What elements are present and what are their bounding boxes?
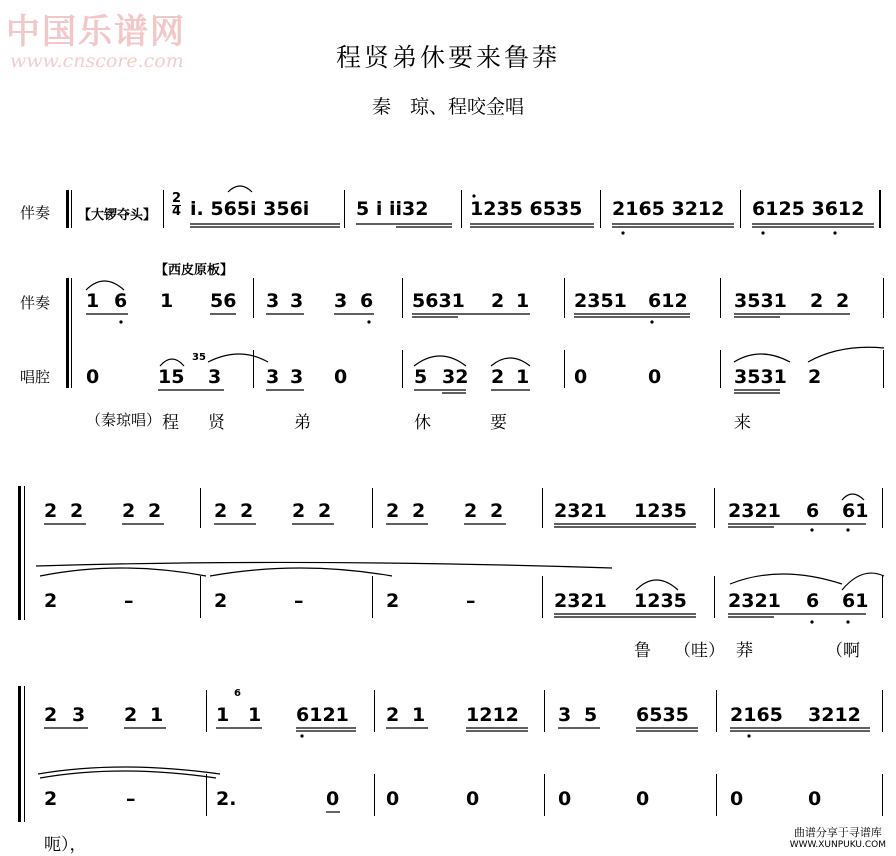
note-group: 0	[334, 366, 348, 388]
footer-credit: 曲谱分享于寻谱库 WWW.XUNPUKU.COM	[789, 826, 886, 850]
note-group: 3	[266, 366, 280, 388]
note-group: 0	[386, 788, 400, 810]
note-group: 0	[648, 366, 662, 388]
note-group: 3531	[734, 290, 787, 312]
note-group: 6	[806, 500, 820, 522]
note-group: 2165	[730, 704, 783, 726]
time-signature: 2 4	[172, 191, 182, 219]
dash: –	[124, 590, 134, 612]
note-group: 15	[158, 366, 185, 388]
note-group: 612	[648, 290, 688, 312]
note-group: 0	[730, 788, 744, 810]
lyric: 休	[414, 413, 431, 433]
measure: 5 i ii32	[356, 198, 429, 220]
lyric: （哇）	[674, 641, 725, 661]
note-group: 2	[44, 788, 58, 810]
note-group: 0	[808, 788, 822, 810]
part-label-accompaniment: 伴奏	[20, 204, 51, 222]
note-group: 5631	[412, 290, 465, 312]
singer-label: （秦琼唱）	[86, 411, 162, 429]
note-group: 2	[214, 500, 228, 522]
note-group: 6121	[296, 704, 349, 726]
note-group: 3	[72, 704, 86, 726]
note-group: 1	[516, 366, 530, 388]
note-group: 5	[584, 704, 598, 726]
watermark-url: www.cnscore.com	[10, 50, 184, 72]
note-group: 2	[240, 500, 254, 522]
lyric: 要	[490, 413, 507, 433]
grace-note: 6	[234, 688, 241, 699]
measure: 2165 3212	[612, 198, 725, 220]
note-group: 3	[558, 704, 572, 726]
note-group: 61	[842, 590, 869, 612]
note-group: 2	[70, 500, 84, 522]
note-group: 3	[208, 366, 222, 388]
note-group: 2	[808, 366, 822, 388]
note-group: 2321	[728, 590, 781, 612]
lyric: 贤	[208, 413, 225, 433]
note-group: 2	[810, 290, 824, 312]
note-group: 2.	[216, 788, 237, 810]
note-group: 3212	[808, 704, 861, 726]
note-group: 32	[442, 366, 469, 388]
grace-note: 35	[192, 352, 206, 363]
note-group: 2	[386, 590, 400, 612]
note-group: 2	[124, 704, 138, 726]
note-group: 5	[414, 366, 428, 388]
note-group: 1235	[634, 590, 687, 612]
dash: –	[466, 590, 476, 612]
note-group: 1	[248, 704, 262, 726]
measure: i. 565i 356i	[190, 198, 310, 220]
note-group: 3	[266, 290, 280, 312]
note-group: 2	[214, 590, 228, 612]
note-group: 2	[491, 290, 505, 312]
note-group: 2	[464, 500, 478, 522]
note-group: 0	[86, 366, 100, 388]
lyric: 呃），	[44, 835, 87, 855]
watermark-logo: 中国乐谱网	[6, 12, 186, 52]
note-group: 6535	[636, 704, 689, 726]
note-group: 1212	[466, 704, 519, 726]
note-group: 2	[44, 704, 58, 726]
lyric: 莽	[736, 641, 753, 661]
note-group: 61	[842, 500, 869, 522]
part-label-vocal: 唱腔	[20, 368, 51, 386]
note-group: 0	[558, 788, 572, 810]
note-group: 2351	[574, 290, 627, 312]
section-tag-xipi: 【西皮原板】	[155, 263, 234, 278]
note-group: 2321	[554, 500, 607, 522]
note-group: 2	[491, 366, 505, 388]
note-group: 2	[490, 500, 504, 522]
note-group: 3	[290, 366, 304, 388]
lyric: 弟	[294, 413, 311, 433]
page-subtitle: 秦 琼、程咬金唱	[371, 96, 524, 118]
dash: –	[126, 788, 136, 810]
note-group: 2	[836, 290, 850, 312]
measure: 6125 3612	[752, 198, 865, 220]
note-group: 0	[466, 788, 480, 810]
note-group: 1	[516, 290, 530, 312]
note-group: 2	[148, 500, 162, 522]
note-group: 0	[636, 788, 650, 810]
note-group: 56	[210, 290, 237, 312]
lyric: 鲁	[634, 641, 651, 661]
part-label-accompaniment: 伴奏	[20, 294, 51, 312]
lyric: （啊	[826, 641, 860, 661]
note-group: 1	[412, 704, 426, 726]
note-group: 2321	[728, 500, 781, 522]
lyric: 程	[162, 413, 179, 433]
note-group: 2	[44, 590, 58, 612]
dash: –	[294, 590, 304, 612]
note-group: 6	[114, 290, 128, 312]
note-group: 1	[160, 290, 174, 312]
note-group: 1235	[634, 500, 687, 522]
note-group: 2	[318, 500, 332, 522]
note-group: 3	[290, 290, 304, 312]
note-group: 2321	[554, 590, 607, 612]
note-group: 2	[412, 500, 426, 522]
note-group: 1	[216, 704, 230, 726]
lyric: 来	[734, 413, 751, 433]
page-title: 程贤弟休要来鲁莽	[335, 43, 560, 72]
measure: 1235 6535	[470, 198, 583, 220]
note-group: 3	[334, 290, 348, 312]
section-tag-dalu: 【大锣夺头】	[78, 208, 157, 223]
note-group: 1	[86, 290, 100, 312]
note-group: 3531	[734, 366, 787, 388]
note-group: 6	[806, 590, 820, 612]
note-group: 2	[44, 500, 58, 522]
note-group: 0	[326, 788, 340, 810]
note-group: 2	[292, 500, 306, 522]
note-group: 6	[360, 290, 374, 312]
note-group: 0	[574, 366, 588, 388]
note-group: 2	[386, 704, 400, 726]
note-group: 1	[150, 704, 164, 726]
note-group: 2	[122, 500, 136, 522]
note-group: 2	[386, 500, 400, 522]
